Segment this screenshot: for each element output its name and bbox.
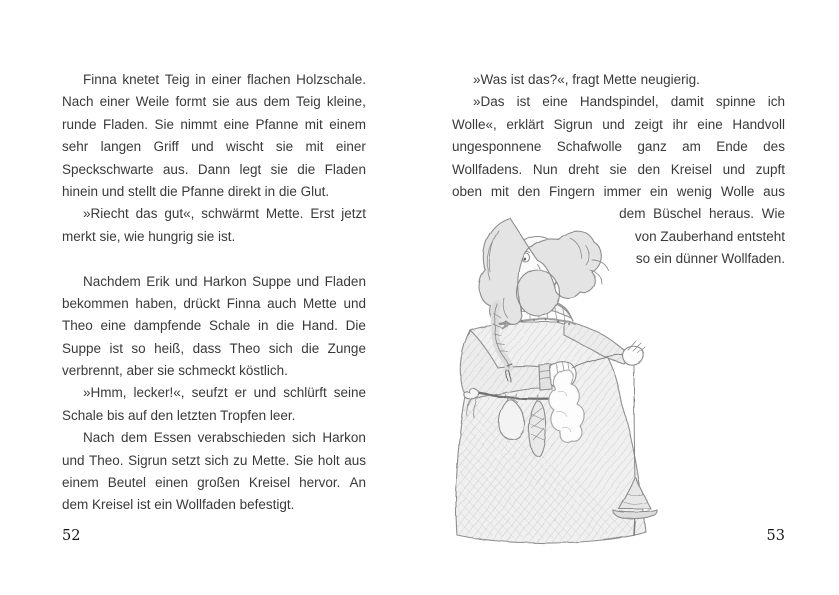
text-line: verbrennt, aber sie schmeckt köstlich. <box>62 363 288 379</box>
text-line: Suppe ist so heiß, dass Theo sich die Zunge <box>62 340 366 356</box>
text-line-wrapped: so ein dünner Wollfaden. <box>635 251 785 267</box>
text-line: merkt sie, wie hungrig sie ist. <box>62 228 236 244</box>
text-line: »Das ist eine Handspindel, damit spinne ich <box>473 94 785 110</box>
text-line: Nach dem Essen verabschieden sich Harkon <box>83 430 366 446</box>
text-line: runde Fladen. Sie nimmt eine Pfanne mit einem <box>62 116 366 132</box>
illustration-sigrun-spinning <box>452 202 702 550</box>
text-line: oben mit den Fingern immer ein wenig Wolle aus <box>452 183 785 199</box>
text-line: Wollfadens. Nun dreht sie den Kreisel und zupft <box>452 161 785 177</box>
text-line: sehr langen Griff und wischt sie mit einer <box>62 139 366 155</box>
text-line: ungesponnene Schafwolle ganz am Ende des <box>452 139 785 155</box>
left-page <box>62 69 366 517</box>
text-line: Wolle«, erklärt Sigrun und zeigt ihr eine Handvoll <box>452 116 785 132</box>
text-line: »Was ist das?«, fragt Mette neugierig. <box>473 72 700 87</box>
text-line-wrapped: von Zauberhand entsteht <box>634 228 785 244</box>
text-line: einem Beutel einen großen Kreisel hervor. An <box>62 475 366 491</box>
text-line-wrapped: dem Büschel heraus. Wie <box>619 206 785 222</box>
text-line: Nach einer Weile formt sie aus dem Teig kleine, <box>62 94 366 110</box>
right-hand <box>623 341 645 365</box>
page-number-right: 53 <box>766 528 785 544</box>
text-line: bekommen haben, drückt Finna auch Mette und <box>62 295 366 311</box>
text-line: Nachdem Erik und Harkon Suppe und Fladen <box>83 273 366 289</box>
sigrun-dress <box>456 320 646 543</box>
text-line: dem Kreisel ist ein Wollfaden befestigt. <box>62 497 295 513</box>
text-line: Finna knetet Teig in einer flachen Holzschale. <box>83 72 366 87</box>
text-line: Speckschwarte aus. Dann legt sie die Fladen <box>62 161 366 177</box>
text-line: »Riecht das gut«, schwärmt Mette. Erst jetzt <box>83 206 366 222</box>
text-line: Schale bis auf den letzten Tropfen leer. <box>62 407 296 423</box>
text-line: »Hmm, lecker!«, seufzt er und schlürft seine <box>83 385 366 401</box>
paragraph-gap <box>62 248 366 270</box>
text-line: hinein und stellt die Pfanne direkt in die Glut. <box>62 183 330 199</box>
page-number-left: 52 <box>62 528 81 544</box>
text-line: Theo eine dampfende Schale in die Hand. Die <box>62 318 366 334</box>
text-line: und Theo. Sigrun setzt sich zu Mette. Sie holt aus <box>62 452 366 468</box>
